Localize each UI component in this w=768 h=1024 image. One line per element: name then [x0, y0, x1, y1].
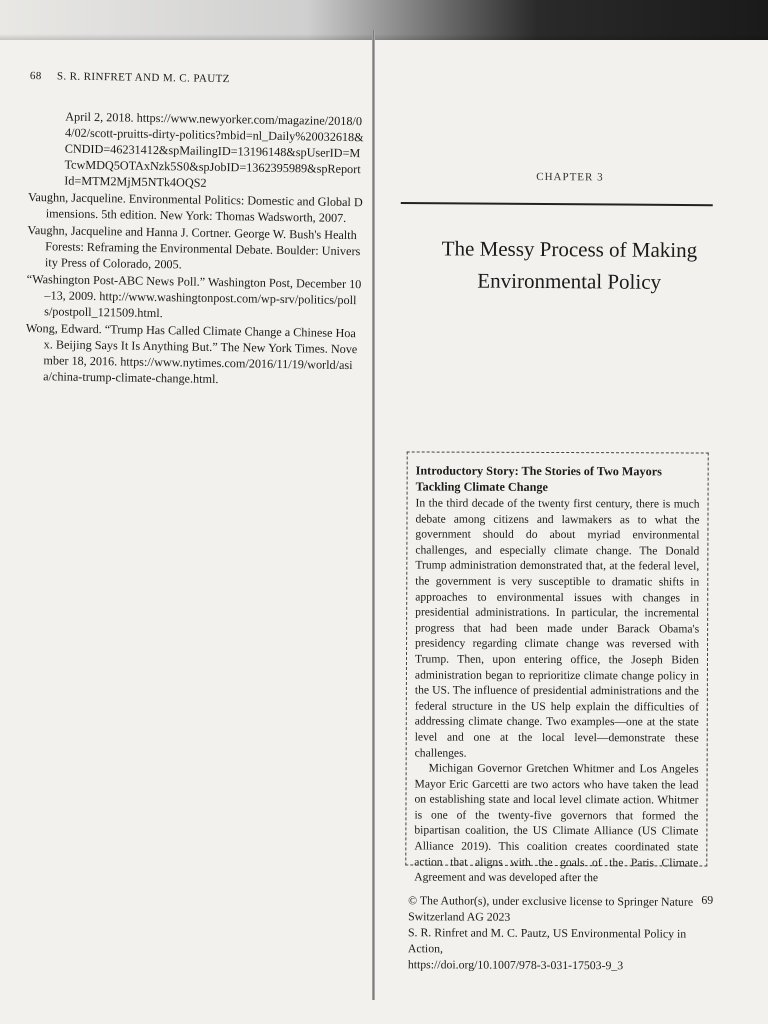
right-page [394, 170, 715, 298]
box-title: Introductory Story: The Stories of Two Mayors Tackling Climate Change [415, 463, 662, 494]
copyright-line-2: Switzerland AG 2023 [408, 909, 511, 924]
left-page-number: 68 [29, 70, 42, 83]
reference-list [25, 108, 364, 389]
chapter-title [394, 232, 714, 298]
reference-entry: Vaughn, Jacqueline. Environmental Politics: Domestic and Global Dimensions. 5th edition. New York: Thomas Wadsworth, 2007. [27, 189, 363, 225]
chapter-footer [408, 892, 713, 974]
copyright-line-1: © The Author(s), under exclusive license to Springer Nature [408, 893, 694, 909]
intro-story-box [405, 451, 708, 885]
reference-entry: Wong, Edward. “Trump Has Called Climate Change a Chinese Hoax. Beijing Says It Is Anything But.” The New York Times. November 18, 2016. https://www.nytimes.com/2016/11/19/world/asia/china-trump-climate-change.html. [25, 320, 358, 386]
scan-shadow-band [0, 0, 768, 40]
reference-entry: Vaughn, Jacqueline and Hanna J. Cortner. George W. Bush's Health Forests: Reframing the Environmental Debate. Boulder: University Press of Colorado, 2005. [27, 222, 361, 272]
running-head [30, 70, 365, 87]
left-page [25, 70, 365, 390]
citation-line: S. R. Rinfret and M. C. Pautz, US Environmental Policy in Action, [407, 925, 687, 956]
doi-link[interactable]: https://doi.org/10.1007/978-3-031-17503-9_3 [407, 957, 624, 973]
chapter-title-line-2: Environmental Policy [477, 268, 662, 294]
box-paragraph: In the third decade of the twenty first century, there is much debate among citizens and lawmakers as to what the government should do about myriad environmental challenges, and especially climate change. The Donald Trump administration demonstrated that, at the federal level, the government is very susceptible to dramatic shifts in approaches to environmental issues with changes in presidential administrations. In particular, the incremental progress that had been made under Barack Obama's presidency regarding climate change was reversed with Trump. Then, upon entering office, the Joseph Biden administration began to reprioritize climate change policy in the US. The influence of presidential administrations and the federal structure in the US help explain the difficulties of addressing climate change. Two examples—one at the state level and one at the local level—demonstrate these challenges. [414, 496, 700, 760]
chapter-divider [401, 202, 713, 206]
reference-entry: “Washington Post-ABC News Poll.” Washington Post, December 10–13, 2009. http://www.washingtonpost.com/wp-srv/politics/polls/postpoll_121509.html. [26, 271, 362, 321]
running-head-authors: S. R. RINFRET AND M. C. PAUTZ [56, 70, 230, 86]
chapter-title-line-1: The Messy Process of Making [441, 236, 698, 263]
box-paragraph: Michigan Governor Gretchen Whitmer and Los Angeles Mayor Eric Garcetti are two actors who have taken the lead on establishing state and local level climate action. Whitmer is one of the twenty-five governors that formed the bipartisan coalition, the US Climate Alliance (US Climate Alliance 2019). This coalition creates coordinated state action that aligns with the goals of the Paris Climate Agreement and was developed after the [414, 761, 699, 885]
chapter-label: CHAPTER 3 [536, 170, 604, 184]
right-page-number: 69 [701, 892, 714, 907]
book-gutter [372, 30, 375, 1000]
reference-entry: April 2, 2018. https://www.newyorker.com/magazine/2018/04/02/scott-pruitts-dirty-politics?mbid=nl_Daily%20032618&CNDID=46231412&spMailingID=13196148&spUserID=MTcwMDQ5OTAxNzk5S0&spJobID=1362395989&spReportId=MTM2MjM5NTk4OQS2 [64, 109, 364, 190]
